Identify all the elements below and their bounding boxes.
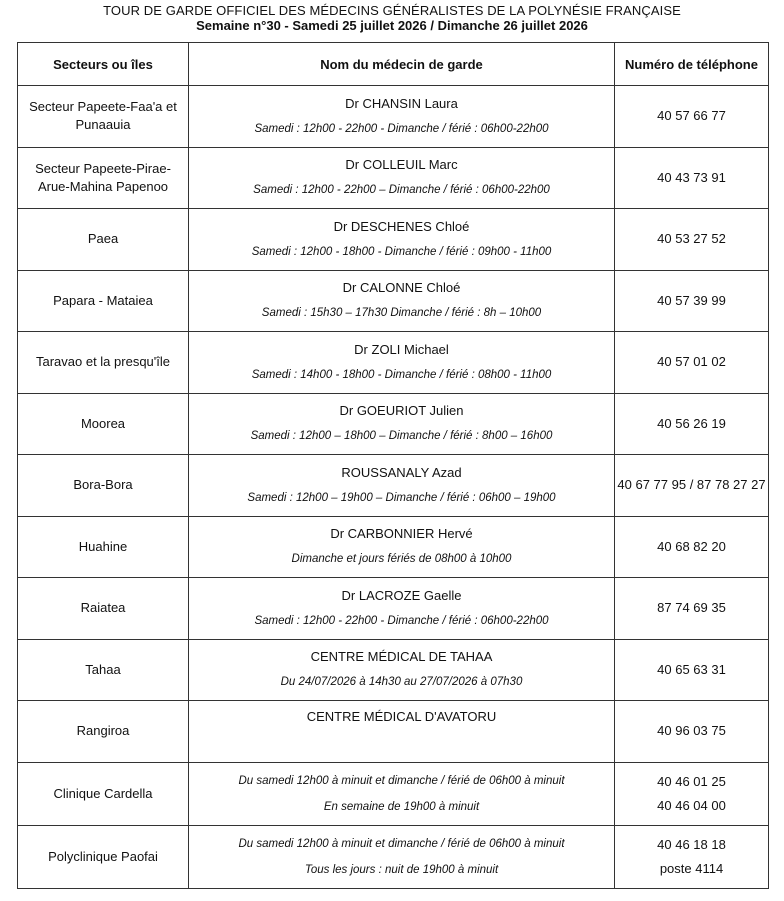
- doctor-name: CENTRE MÉDICAL D'AVATORU: [306, 709, 497, 724]
- phone-number: 40 46 01 25: [657, 773, 726, 789]
- table-row: [18, 393, 769, 455]
- sector-cell: [18, 639, 189, 701]
- phone-cell: [615, 209, 769, 271]
- table-row: [18, 455, 769, 517]
- table-row: [18, 639, 769, 701]
- column-header-doctor: Nom du médecin de garde: [189, 43, 615, 86]
- hours-text: Samedi : 12h00 – 18h00 – Dimanche / férié : 8h00 – 16h00: [250, 430, 553, 443]
- hours-text: Samedi : 15h30 – 17h30 Dimanche / férié : 8h – 10h00: [261, 307, 542, 320]
- sector-name: Rangiroa: [76, 723, 130, 739]
- phone-cell: [615, 825, 769, 888]
- column-header-phone: Numéro de téléphone: [615, 43, 769, 86]
- hours-text: Samedi : 14h00 - 18h00 - Dimanche / férié : 08h00 - 11h00: [251, 368, 552, 381]
- phone-cell: [615, 393, 769, 455]
- sector-cell: [18, 393, 189, 455]
- doctor-cell: [189, 516, 615, 578]
- doctor-cell: [189, 578, 615, 640]
- sector-cell: [18, 701, 189, 763]
- table-row: [18, 332, 769, 394]
- table-row: [18, 701, 769, 763]
- hours-text: Samedi : 12h00 - 22h00 – Dimanche / férié : 06h00-22h00: [253, 184, 550, 197]
- hours-text: Samedi : 12h00 - 22h00 - Dimanche / férié : 06h00-22h00: [254, 614, 549, 627]
- hours-text: Du samedi 12h00 à minuit et dimanche / férié de 06h00 à minuit: [238, 837, 565, 850]
- doctor-name: Dr CARBONNIER Hervé: [330, 526, 473, 542]
- sector-name: Secteur Papeete-Faa'a et Punaauia: [29, 99, 177, 133]
- sector-cell: [18, 270, 189, 332]
- document-subtitle: Semaine n°30 - Samedi 25 juillet 2026 / Dimanche 26 juillet 2026: [196, 18, 588, 33]
- hours-text: Du 24/07/2026 à 14h30 au 27/07/2026 à 07h30: [280, 676, 523, 689]
- hours-text: En semaine de 19h00 à minuit: [323, 800, 480, 813]
- hours-text: Du samedi 12h00 à minuit et dimanche / férié de 06h00 à minuit: [238, 774, 565, 787]
- phone-number: 40 57 66 77: [657, 108, 726, 124]
- doctor-cell: [189, 270, 615, 332]
- sector-name: Moorea: [80, 415, 126, 431]
- table-row: [18, 516, 769, 578]
- table-row: [18, 86, 769, 148]
- sector-name: Secteur Papeete-Pirae-Arue-Mahina Papenoo: [35, 160, 171, 194]
- doctor-name: Dr CALONNE Chloé: [342, 280, 461, 296]
- sector-cell: [18, 825, 189, 888]
- phone-cell: [615, 332, 769, 394]
- phone-number: 40 67 77 95 / 87 78 27 27: [617, 477, 766, 493]
- doctor-name: Dr CHANSIN Laura: [345, 95, 458, 111]
- phone-number: 40 56 26 19: [657, 415, 726, 431]
- doctor-name: Dr COLLEUIL Marc: [345, 157, 458, 173]
- hours-text: Dimanche et jours fériés de 08h00 à 10h00: [291, 553, 512, 566]
- table-row: [18, 825, 769, 888]
- column-header-sector: Secteurs ou îles: [18, 43, 189, 86]
- sector-cell: [18, 332, 189, 394]
- doctor-cell: [189, 209, 615, 271]
- phone-number: 40 46 04 00: [657, 797, 726, 813]
- doctor-name: Dr DESCHENES Chloé: [333, 218, 470, 234]
- doctor-cell: [189, 332, 615, 394]
- doctor-name: Dr LACROZE Gaelle: [341, 587, 462, 603]
- doctor-cell: [189, 86, 615, 148]
- phone-number: 40 65 63 31: [657, 661, 726, 677]
- sector-cell: [18, 86, 189, 148]
- table-row: [18, 270, 769, 332]
- sector-name: Paea: [87, 231, 119, 247]
- document-header: [0, 0, 784, 34]
- doctor-cell: [189, 825, 615, 888]
- hours-text: Samedi : 12h00 - 18h00 - Dimanche / férié : 09h00 - 11h00: [251, 245, 552, 258]
- duty-roster-table: [17, 42, 769, 889]
- table-row: [18, 147, 769, 209]
- phone-number: 40 53 27 52: [657, 231, 726, 247]
- doctor-cell: [189, 147, 615, 209]
- document-title: TOUR DE GARDE OFFICIEL DES MÉDECINS GÉNÉRALISTES DE LA POLYNÉSIE FRANÇAISE: [103, 3, 681, 18]
- sector-cell: [18, 209, 189, 271]
- phone-cell: [615, 270, 769, 332]
- doctor-cell: [189, 393, 615, 455]
- phone-cell: [615, 762, 769, 825]
- sector-name: Polyclinique Paofai: [48, 848, 158, 864]
- phone-cell: [615, 578, 769, 640]
- doctor-cell: [189, 455, 615, 517]
- table-row: [18, 762, 769, 825]
- phone-number: 40 57 39 99: [657, 292, 726, 308]
- sector-cell: [18, 147, 189, 209]
- sector-cell: [18, 578, 189, 640]
- hours-text: Samedi : 12h00 - 22h00 - Dimanche / férié : 06h00-22h00: [254, 122, 549, 135]
- table-body: [18, 86, 769, 889]
- phone-number: 40 46 18 18: [657, 836, 726, 852]
- doctor-name: ROUSSANALY Azad: [341, 464, 462, 480]
- sector-cell: [18, 516, 189, 578]
- phone-number: 87 74 69 35: [657, 600, 726, 616]
- sector-name: Raiatea: [80, 600, 126, 616]
- table-row: [18, 578, 769, 640]
- doctor-cell: [189, 639, 615, 701]
- table-row: [18, 209, 769, 271]
- phone-number: 40 43 73 91: [657, 169, 726, 185]
- doctor-cell: [189, 701, 615, 763]
- sector-name: Papara - Mataiea: [53, 292, 153, 308]
- doctor-name: CENTRE MÉDICAL DE TAHAA: [310, 649, 493, 665]
- phone-cell: [615, 86, 769, 148]
- hours-text: Tous les jours : nuit de 19h00 à minuit: [304, 863, 499, 876]
- sector-name: Clinique Cardella: [53, 785, 153, 801]
- phone-cell: [615, 455, 769, 517]
- phone-cell: [615, 516, 769, 578]
- sector-cell: [18, 455, 189, 517]
- doctor-name: Dr GOEURIOT Julien: [339, 403, 464, 419]
- hours-text: Samedi : 12h00 – 19h00 – Dimanche / férié : 06h00 – 19h00: [247, 491, 556, 504]
- sector-name: Huahine: [78, 538, 128, 554]
- phone-number: 40 57 01 02: [657, 354, 726, 370]
- doctor-cell: [189, 762, 615, 825]
- table-header-row: [18, 43, 769, 86]
- sector-name: Bora-Bora: [73, 477, 133, 493]
- sector-name: Tahaa: [85, 661, 121, 677]
- sector-cell: [18, 762, 189, 825]
- phone-number: 40 68 82 20: [657, 538, 726, 554]
- sector-name: Taravao et la presqu'île: [35, 354, 170, 370]
- phone-number: 40 96 03 75: [657, 723, 726, 739]
- phone-cell: [615, 147, 769, 209]
- phone-cell: [615, 639, 769, 701]
- doctor-name: Dr ZOLI Michael: [354, 341, 449, 357]
- phone-cell: [615, 701, 769, 763]
- phone-number: poste 4114: [659, 860, 724, 876]
